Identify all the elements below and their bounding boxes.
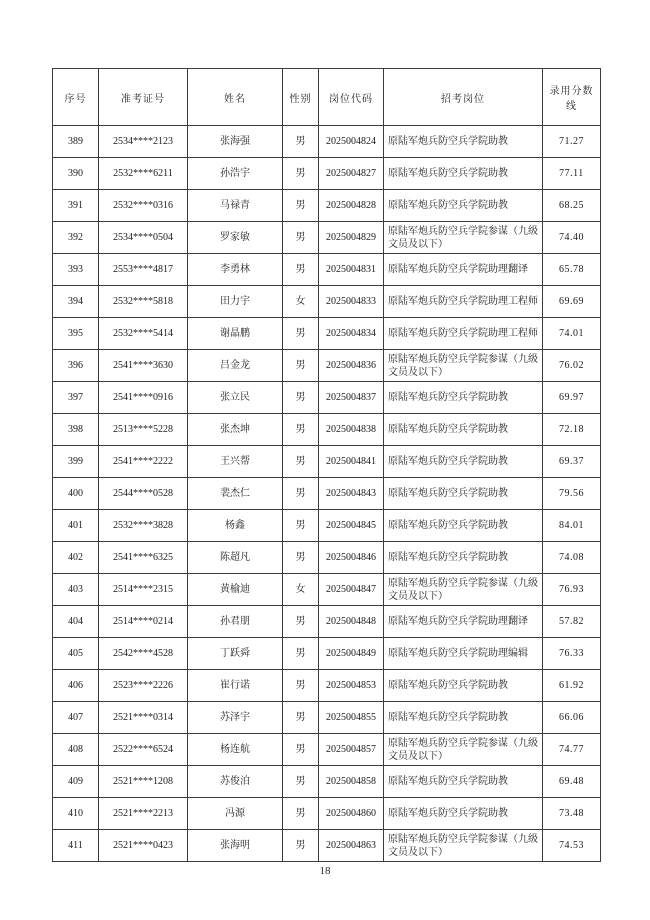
cell-code: 2025004831 <box>319 254 384 286</box>
cell-name: 张立民 <box>188 382 283 414</box>
cell-no: 406 <box>53 670 99 702</box>
cell-score: 68.25 <box>543 190 601 222</box>
cell-position: 原陆军炮兵防空兵学院助教 <box>384 190 543 222</box>
cell-ticket: 2541****0916 <box>99 382 188 414</box>
cell-ticket: 2514****0214 <box>99 606 188 638</box>
cell-score: 71.27 <box>543 126 601 158</box>
cell-gender: 男 <box>283 702 319 734</box>
cell-position: 原陆军炮兵防空兵学院助教 <box>384 542 543 574</box>
cell-ticket: 2532****0316 <box>99 190 188 222</box>
cell-no: 392 <box>53 222 99 254</box>
cell-code: 2025004836 <box>319 350 384 382</box>
cell-gender: 男 <box>283 798 319 830</box>
cell-name: 张杰坤 <box>188 414 283 446</box>
cell-gender: 女 <box>283 574 319 606</box>
cell-gender: 男 <box>283 222 319 254</box>
cell-score: 69.48 <box>543 766 601 798</box>
cell-no: 391 <box>53 190 99 222</box>
cell-ticket: 2534****0504 <box>99 222 188 254</box>
cell-score: 76.33 <box>543 638 601 670</box>
cell-ticket: 2553****4817 <box>99 254 188 286</box>
cell-position: 原陆军炮兵防空兵学院助教 <box>384 414 543 446</box>
cell-name: 杨连航 <box>188 734 283 766</box>
table-row <box>53 510 601 542</box>
cell-gender: 男 <box>283 446 319 478</box>
cell-score: 65.78 <box>543 254 601 286</box>
table-row <box>53 766 601 798</box>
cell-name: 吕金龙 <box>188 350 283 382</box>
header-cell-score: 录用分数线 <box>543 69 601 126</box>
cell-no: 389 <box>53 126 99 158</box>
cell-position: 原陆军炮兵防空兵学院助理翻译 <box>384 254 543 286</box>
table-row <box>53 414 601 446</box>
cell-code: 2025004855 <box>319 702 384 734</box>
cell-gender: 女 <box>283 286 319 318</box>
cell-position: 原陆军炮兵防空兵学院参谋（九级文员及以下） <box>384 574 543 606</box>
cell-name: 崔行诺 <box>188 670 283 702</box>
cell-code: 2025004858 <box>319 766 384 798</box>
cell-code: 2025004841 <box>319 446 384 478</box>
cell-name: 冯源 <box>188 798 283 830</box>
table-row <box>53 478 601 510</box>
cell-position: 原陆军炮兵防空兵学院助理工程师 <box>384 318 543 350</box>
cell-name: 陈超凡 <box>188 542 283 574</box>
cell-score: 84.01 <box>543 510 601 542</box>
cell-score: 66.06 <box>543 702 601 734</box>
cell-gender: 男 <box>283 766 319 798</box>
cell-score: 74.53 <box>543 830 601 862</box>
cell-gender: 男 <box>283 830 319 862</box>
cell-code: 2025004833 <box>319 286 384 318</box>
cell-position: 原陆军炮兵防空兵学院助教 <box>384 670 543 702</box>
table-row <box>53 574 601 606</box>
header-cell-ticket: 准考证号 <box>99 69 188 126</box>
cell-gender: 男 <box>283 510 319 542</box>
cell-gender: 男 <box>283 638 319 670</box>
cell-no: 401 <box>53 510 99 542</box>
cell-ticket: 2532****5414 <box>99 318 188 350</box>
cell-ticket: 2534****2123 <box>99 126 188 158</box>
table-row <box>53 126 601 158</box>
cell-code: 2025004843 <box>319 478 384 510</box>
cell-score: 69.97 <box>543 382 601 414</box>
cell-position: 原陆军炮兵防空兵学院参谋（九级文员及以下） <box>384 222 543 254</box>
cell-ticket: 2521****2213 <box>99 798 188 830</box>
cell-position: 原陆军炮兵防空兵学院助理编辑 <box>384 638 543 670</box>
cell-code: 2025004846 <box>319 542 384 574</box>
table-row <box>53 190 601 222</box>
cell-position: 原陆军炮兵防空兵学院助教 <box>384 510 543 542</box>
cell-ticket: 2532****3828 <box>99 510 188 542</box>
cell-no: 399 <box>53 446 99 478</box>
cell-gender: 男 <box>283 478 319 510</box>
cell-name: 田力宇 <box>188 286 283 318</box>
cell-score: 74.08 <box>543 542 601 574</box>
table-row <box>53 350 601 382</box>
cell-name: 苏泽宇 <box>188 702 283 734</box>
cell-position: 原陆军炮兵防空兵学院助教 <box>384 446 543 478</box>
cell-code: 2025004860 <box>319 798 384 830</box>
cell-no: 395 <box>53 318 99 350</box>
header-cell-no: 序号 <box>53 69 99 126</box>
cell-code: 2025004827 <box>319 158 384 190</box>
cell-code: 2025004824 <box>319 126 384 158</box>
header-cell-position: 招考岗位 <box>384 69 543 126</box>
table-row <box>53 606 601 638</box>
cell-name: 丁跃舜 <box>188 638 283 670</box>
cell-position: 原陆军炮兵防空兵学院助教 <box>384 158 543 190</box>
cell-gender: 男 <box>283 190 319 222</box>
cell-ticket: 2542****4528 <box>99 638 188 670</box>
cell-name: 谢晶鹏 <box>188 318 283 350</box>
cell-ticket: 2544****0528 <box>99 478 188 510</box>
cell-no: 408 <box>53 734 99 766</box>
table-row <box>53 798 601 830</box>
cell-gender: 男 <box>283 318 319 350</box>
table-row <box>53 158 601 190</box>
cell-gender: 男 <box>283 734 319 766</box>
cell-gender: 男 <box>283 350 319 382</box>
cell-code: 2025004837 <box>319 382 384 414</box>
cell-code: 2025004829 <box>319 222 384 254</box>
cell-score: 74.40 <box>543 222 601 254</box>
cell-no: 410 <box>53 798 99 830</box>
cell-score: 79.56 <box>543 478 601 510</box>
cell-code: 2025004849 <box>319 638 384 670</box>
cell-code: 2025004863 <box>319 830 384 862</box>
cell-position: 原陆军炮兵防空兵学院助理翻译 <box>384 606 543 638</box>
cell-code: 2025004838 <box>319 414 384 446</box>
cell-ticket: 2521****0423 <box>99 830 188 862</box>
table-row <box>53 830 601 862</box>
cell-gender: 男 <box>283 670 319 702</box>
cell-no: 400 <box>53 478 99 510</box>
cell-ticket: 2522****6524 <box>99 734 188 766</box>
cell-score: 69.37 <box>543 446 601 478</box>
header-cell-gender: 性别 <box>283 69 319 126</box>
cell-name: 李勇林 <box>188 254 283 286</box>
cell-code: 2025004847 <box>319 574 384 606</box>
table-row <box>53 542 601 574</box>
cell-name: 孙浩宇 <box>188 158 283 190</box>
cell-position: 原陆军炮兵防空兵学院助教 <box>384 382 543 414</box>
cell-score: 74.77 <box>543 734 601 766</box>
cell-name: 黄榆迪 <box>188 574 283 606</box>
cell-score: 77.11 <box>543 158 601 190</box>
table-row <box>53 734 601 766</box>
table-row <box>53 638 601 670</box>
cell-score: 61.92 <box>543 670 601 702</box>
table-row <box>53 222 601 254</box>
cell-ticket: 2514****2315 <box>99 574 188 606</box>
cell-code: 2025004853 <box>319 670 384 702</box>
table-row <box>53 382 601 414</box>
cell-no: 397 <box>53 382 99 414</box>
cell-position: 原陆军炮兵防空兵学院助教 <box>384 478 543 510</box>
cell-score: 76.93 <box>543 574 601 606</box>
cell-gender: 男 <box>283 414 319 446</box>
table-header <box>53 69 601 126</box>
cell-position: 原陆军炮兵防空兵学院助教 <box>384 126 543 158</box>
cell-name: 张海明 <box>188 830 283 862</box>
cell-ticket: 2521****0314 <box>99 702 188 734</box>
cell-name: 苏俊泊 <box>188 766 283 798</box>
cell-position: 原陆军炮兵防空兵学院参谋（九级文员及以下） <box>384 350 543 382</box>
cell-position: 原陆军炮兵防空兵学院助理工程师 <box>384 286 543 318</box>
table-body <box>53 126 601 862</box>
cell-no: 404 <box>53 606 99 638</box>
cell-code: 2025004845 <box>319 510 384 542</box>
header-cell-name: 姓名 <box>188 69 283 126</box>
cell-score: 74.01 <box>543 318 601 350</box>
cell-ticket: 2541****2222 <box>99 446 188 478</box>
cell-name: 孙君朋 <box>188 606 283 638</box>
cell-gender: 男 <box>283 382 319 414</box>
cell-no: 390 <box>53 158 99 190</box>
cell-name: 王兴帮 <box>188 446 283 478</box>
cell-gender: 男 <box>283 254 319 286</box>
cell-ticket: 2532****6211 <box>99 158 188 190</box>
cell-gender: 男 <box>283 158 319 190</box>
cell-name: 罗家敏 <box>188 222 283 254</box>
cell-no: 396 <box>53 350 99 382</box>
cell-ticket: 2523****2226 <box>99 670 188 702</box>
cell-name: 张海强 <box>188 126 283 158</box>
cell-no: 405 <box>53 638 99 670</box>
cell-name: 杨鑫 <box>188 510 283 542</box>
cell-position: 原陆军炮兵防空兵学院助教 <box>384 798 543 830</box>
cell-no: 407 <box>53 702 99 734</box>
cell-ticket: 2541****3630 <box>99 350 188 382</box>
cell-no: 394 <box>53 286 99 318</box>
cell-code: 2025004828 <box>319 190 384 222</box>
cell-code: 2025004857 <box>319 734 384 766</box>
cell-no: 403 <box>53 574 99 606</box>
cell-score: 69.69 <box>543 286 601 318</box>
cell-position: 原陆军炮兵防空兵学院助教 <box>384 766 543 798</box>
table-row <box>53 318 601 350</box>
cell-name: 马禄青 <box>188 190 283 222</box>
cell-ticket: 2532****5818 <box>99 286 188 318</box>
cell-ticket: 2521****1208 <box>99 766 188 798</box>
cell-ticket: 2541****6325 <box>99 542 188 574</box>
cell-gender: 男 <box>283 606 319 638</box>
cell-no: 393 <box>53 254 99 286</box>
cell-score: 73.48 <box>543 798 601 830</box>
cell-no: 398 <box>53 414 99 446</box>
table-row <box>53 254 601 286</box>
cell-code: 2025004834 <box>319 318 384 350</box>
cell-gender: 男 <box>283 126 319 158</box>
header-cell-code: 岗位代码 <box>319 69 384 126</box>
cell-ticket: 2513****5228 <box>99 414 188 446</box>
table-row <box>53 670 601 702</box>
table-row <box>53 446 601 478</box>
cell-position: 原陆军炮兵防空兵学院参谋（九级文员及以下） <box>384 734 543 766</box>
table-row <box>53 702 601 734</box>
cell-no: 409 <box>53 766 99 798</box>
cell-gender: 男 <box>283 542 319 574</box>
header-row <box>53 69 601 126</box>
recruitment-score-table <box>52 68 601 862</box>
cell-position: 原陆军炮兵防空兵学院助教 <box>384 702 543 734</box>
cell-code: 2025004848 <box>319 606 384 638</box>
cell-name: 裴杰仁 <box>188 478 283 510</box>
cell-position: 原陆军炮兵防空兵学院参谋（九级文员及以下） <box>384 830 543 862</box>
cell-no: 411 <box>53 830 99 862</box>
cell-no: 402 <box>53 542 99 574</box>
page-number: 18 <box>319 865 331 877</box>
table-row <box>53 286 601 318</box>
cell-score: 76.02 <box>543 350 601 382</box>
cell-score: 57.82 <box>543 606 601 638</box>
cell-score: 72.18 <box>543 414 601 446</box>
